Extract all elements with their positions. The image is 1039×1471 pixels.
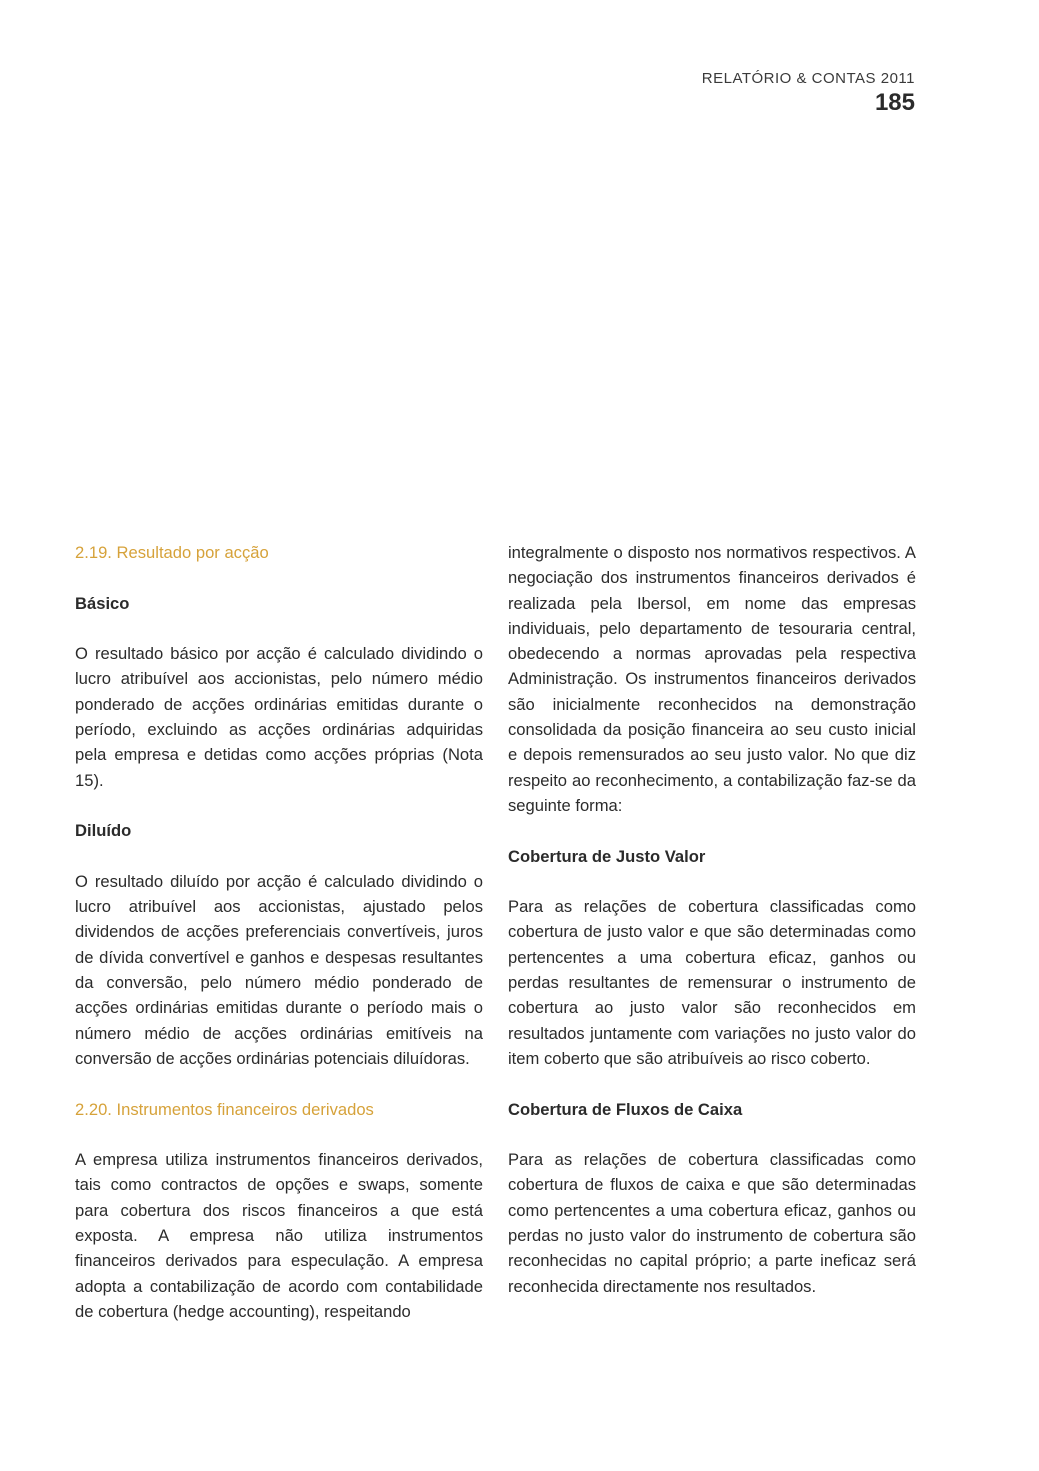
- section-title-2-19: 2.19. Resultado por acção: [75, 543, 269, 562]
- right-column: [508, 540, 916, 1324]
- left-column: [75, 540, 483, 1350]
- paragraph-continuation: integralmente o disposto nos normativos respectivos. A negociação dos instrumentos financeiros derivados é realizada pela Ibersol, em nome das empresas individuais, pelo departamento de tesouraria central, obedecendo a normas aprovadas pela respectiva Administração. Os instrumentos financeiros derivados são inicialmente reconhecidos na demonstração consolidada da posição financeira ao seu custo inicial e depois remensurados ao seu justo valor. No que diz respeito ao reconhecimento, a contabilização faz-se da seguinte forma:: [508, 543, 916, 815]
- report-title: RELATÓRIO & CONTAS 2011: [701, 70, 915, 87]
- paragraph-fair-value-hedge: Para as relações de cobertura classificadas como cobertura de justo valor e que são determinadas como pertencentes a uma cobertura eficaz, ganhos ou perdas resultantes de remensurar o instrumento de cobertura ao justo valor são reconhecidos em resultados juntamente com variações no justo valor do item coberto que são atribuíveis ao risco coberto.: [508, 897, 916, 1068]
- subheading-basic: Básico: [75, 593, 130, 613]
- page-header: [702, 70, 915, 117]
- section-title-2-20: 2.20. Instrumentos financeiros derivados: [75, 1099, 374, 1119]
- subheading-diluted: Diluído: [75, 821, 132, 841]
- paragraph-diluted: O resultado diluído por acção é calculado dividindo o lucro atribuível aos accionistas, ajustado pelos dividendos de acções preferenciais convertíveis, juros de dívida convertível e ganhos e despesas resultantes da conversão, pelo número médio ponderado de acções ordinárias emitidas durante o período mais o número médio de acções ordinárias emitíveis na conversão de acções ordinárias potenciais diluídoras.: [75, 871, 483, 1068]
- subheading-cash-flow-hedge: Cobertura de Fluxos de Caixa: [508, 1099, 743, 1119]
- paragraph-cash-flow-hedge: Para as relações de cobertura classificadas como cobertura de fluxos de caixa e que são determinadas como pertencentes a uma cobertura eficaz, ganhos ou perdas no justo valor do instrumento de cobertura são reconhecidas no capital próprio; a parte ineficaz será reconhecida directamente nos resultados.: [508, 1150, 916, 1296]
- subheading-fair-value-hedge: Cobertura de Justo Valor: [508, 846, 706, 866]
- paragraph-basic: O resultado básico por acção é calculado dividindo o lucro atribuível aos accionistas, pelo número médio ponderado de acções ordinárias emitidas durante o período, excluindo as acções ordinárias adquiridas pela empresa e detidas como acções próprias (Nota 15).: [75, 644, 483, 790]
- page-number: 185: [874, 89, 915, 116]
- paragraph-derivatives: A empresa utiliza instrumentos financeiros derivados, tais como contractos de opções e swaps, somente para cobertura dos riscos financeiros a que está exposta. A empresa não utiliza instrumentos financeiros derivados para especulação. A empresa adopta a contabilização de acordo com contabilidade de cobertura (hedge accounting), respeitando: [75, 1150, 483, 1321]
